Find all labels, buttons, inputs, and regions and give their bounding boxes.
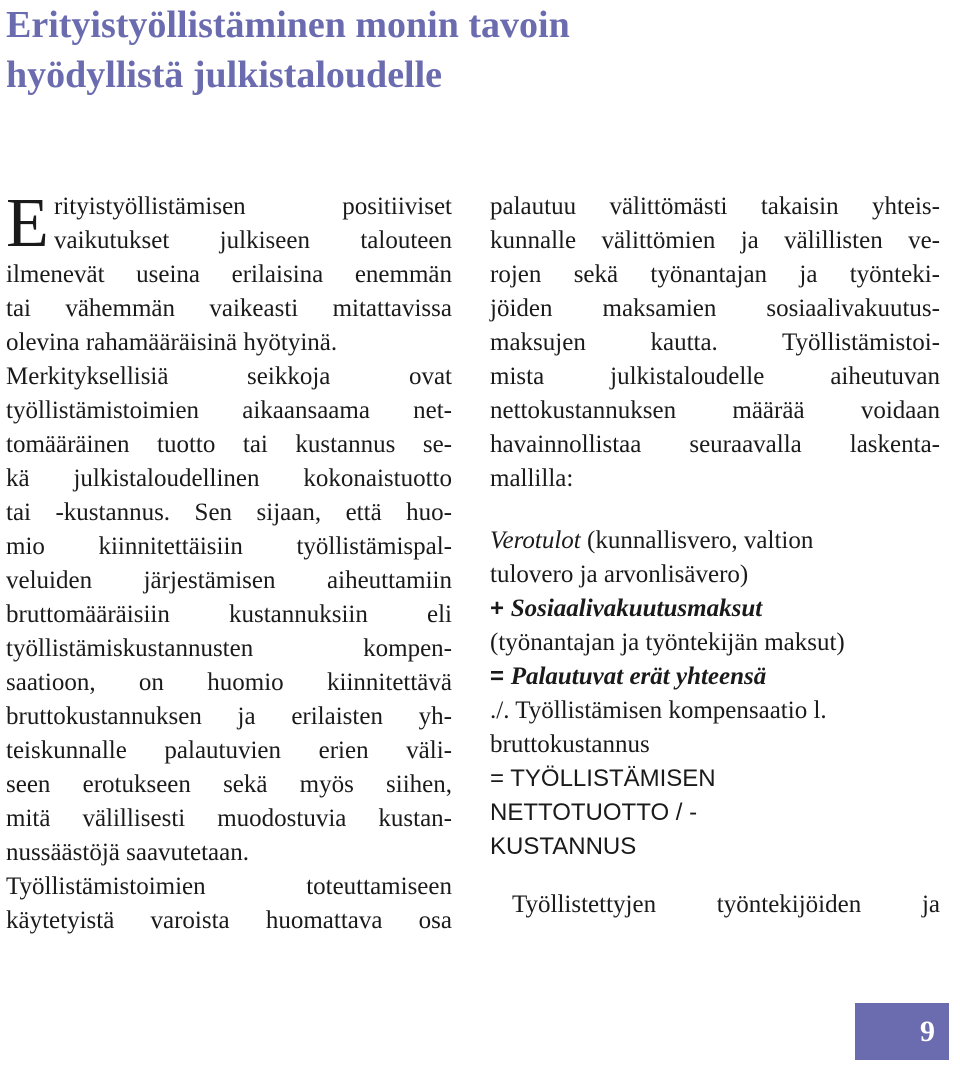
text-line: mista julkistaloudelle aiheutuvan [490, 363, 940, 390]
title-line-2: hyödyllistä julkistaloudelle [6, 54, 443, 96]
formula-verotulot-line2: tulovero ja arvonlisävero) [490, 561, 749, 588]
verotulot-term: Verotulot [490, 527, 581, 554]
text-line: nettokustannuksen määrää voidaan [490, 397, 940, 424]
text-line: rityistyöllistämisen positiiviset [54, 193, 452, 220]
text-line: Työllistämistoimien toteuttamiseen [6, 873, 452, 900]
spacer [490, 864, 940, 888]
page-number-box [855, 1003, 949, 1060]
dropcap-paragraph-start [6, 185, 452, 262]
text-line: tomääräinen tuotto tai kustannus se- [6, 431, 452, 458]
formula-sosiaali [490, 592, 940, 626]
text-line: bruttokustannuksen ja erilaisten yh- [6, 703, 452, 730]
formula-minus: ./. Työllistämisen kompensaatio l. [490, 697, 827, 724]
plus-sign: + [490, 595, 511, 622]
text-line: havainnollistaa seuraavalla laskenta- [490, 431, 940, 458]
sosiaali-term: Sosiaalivakuutusmaksut [510, 595, 763, 622]
text-line: nussäästöjä saavutetaan. [6, 839, 249, 866]
formula-result-1: = TYÖLLISTÄMISEN [490, 765, 716, 792]
equals-sign: = [490, 663, 511, 690]
text-line: olevina rahamääräisinä hyötyinä. [6, 329, 338, 356]
text-line: tai vähemmän vaikeasti mitattavissa [6, 295, 452, 322]
text-line: maksujen kautta. Työllistämistoi- [490, 329, 940, 356]
text-line: jöiden maksamien sosiaalivakuutus- [490, 295, 940, 322]
text-line: tai -kustannus. Sen sijaan, että huo- [6, 499, 452, 526]
text-line: käytetyistä varoista huomattava osa [6, 907, 452, 934]
text-line: palautuu välittömästi takaisin yhteis- [490, 193, 940, 220]
right-column [490, 190, 940, 922]
drop-cap: E [6, 185, 49, 262]
formula-palautuvat [490, 660, 940, 694]
text-line: työllistämistoimien aikaansaama net- [6, 397, 452, 424]
text-line: Merkityksellisiä seikkoja ovat [6, 363, 452, 390]
text-line: mitä välillisesti muodostuvia kustan- [6, 805, 452, 832]
formula-result-2: NETTOTUOTTO / - [490, 799, 698, 826]
page-title [6, 0, 570, 100]
text-line: Työllistettyjen työntekijöiden ja [512, 891, 940, 918]
calculation-model [490, 524, 940, 864]
verotulot-rest: (kunnallisvero, valtion [580, 527, 814, 554]
formula-result-3: KUSTANNUS [490, 833, 637, 860]
text-line: rojen sekä työnantajan ja työnteki- [490, 261, 940, 288]
text-line: saatioon, on huomio kiinnitettävä [6, 669, 452, 696]
text-line: työllistämiskustannusten kompen- [6, 635, 452, 662]
text-line: seen erotukseen sekä myös siihen, [6, 771, 452, 798]
left-column [6, 185, 452, 938]
text-line: kä julkistaloudellinen kokonaistuotto [6, 465, 452, 492]
text-line: kunnalle välittömien ja välillisten ve- [490, 227, 940, 254]
text-line: vaikutukset julkiseen talouteen [54, 227, 452, 254]
text-line: mallilla: [490, 465, 574, 492]
text-line: mio kiinnitettäisiin työllistämispal- [6, 533, 452, 560]
formula-verotulot [490, 524, 940, 558]
title-line-1: Erityistyöllistäminen monin tavoin [6, 4, 570, 46]
text-line: ilmenevät useina erilaisina enemmän [6, 261, 452, 288]
palautuvat-term: Palautuvat erät yhteensä [510, 663, 767, 690]
text-line: teiskunnalle palautuvien erien väli- [6, 737, 452, 764]
formula-sosiaali-line2: (työnantajan ja työntekijän maksut) [490, 629, 845, 656]
spacer [490, 496, 940, 524]
formula-brutto: bruttokustannus [490, 731, 650, 758]
page-number: 9 [920, 1014, 935, 1048]
text-line: veluiden järjestämisen aiheuttamiin [6, 567, 452, 594]
text-line: bruttomääräisiin kustannuksiin eli [6, 601, 452, 628]
